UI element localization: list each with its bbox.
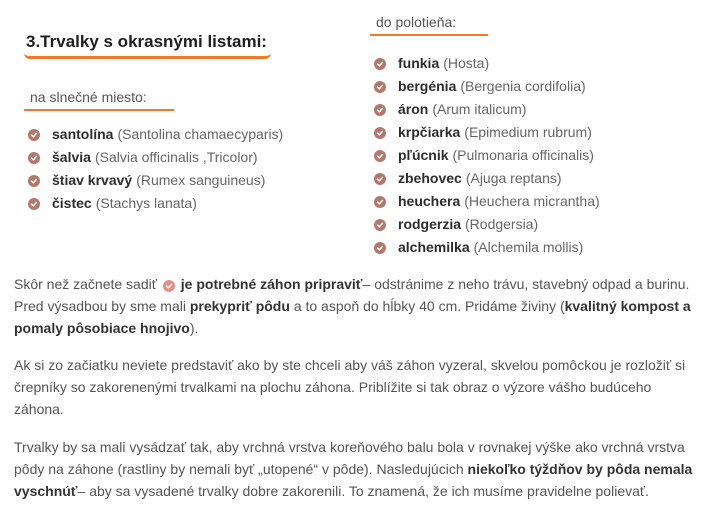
p1-text-3: a to aspoň do hĺbky 40 cm. Pridáme živiny ( bbox=[293, 298, 565, 314]
list-item bbox=[370, 75, 710, 98]
plant-name: pľúcnik bbox=[398, 147, 449, 163]
sunny-heading: na slnečné miesto: bbox=[24, 89, 174, 111]
plant-name: alchemilka bbox=[398, 239, 470, 255]
check-circle-icon bbox=[374, 58, 386, 70]
plant-name: krpčiarka bbox=[398, 124, 461, 140]
p1-bold-3: kvalitný kompost a pomaly pôsobiace hnojivo bbox=[14, 298, 691, 336]
list-item bbox=[370, 236, 710, 259]
right-column bbox=[370, 14, 710, 259]
list-item bbox=[370, 213, 710, 236]
check-circle-icon bbox=[374, 150, 386, 162]
plant-latin-name: (Epimedium rubrum) bbox=[464, 124, 592, 140]
sunny-plant-list bbox=[24, 123, 354, 215]
plant-latin-name: (Santolina chamaecyparis) bbox=[117, 126, 284, 142]
check-circle-icon bbox=[374, 196, 386, 208]
check-circle-icon bbox=[28, 129, 40, 141]
p1-text-4: ). bbox=[189, 320, 199, 336]
check-circle-icon bbox=[374, 219, 386, 231]
left-column bbox=[24, 28, 354, 215]
list-item bbox=[24, 146, 354, 169]
plant-name: zbehovec bbox=[398, 170, 462, 186]
plant-latin-name: (Hosta) bbox=[443, 55, 490, 71]
plant-latin-name: (Alchemila mollis) bbox=[473, 239, 584, 255]
check-circle-icon bbox=[163, 280, 175, 292]
check-circle-icon bbox=[28, 198, 40, 210]
plant-latin-name: (Ajuga reptans) bbox=[465, 170, 562, 186]
plant-latin-name: (Bergenia cordifolia) bbox=[460, 78, 586, 94]
check-circle-icon bbox=[374, 81, 386, 93]
section-title: 3.Trvalky s okrasnými listami: bbox=[24, 28, 271, 59]
plant-name: rodgerzia bbox=[398, 216, 462, 232]
plant-name: heuchera bbox=[398, 193, 461, 209]
plant-name: bergénia bbox=[398, 78, 457, 94]
check-circle-icon bbox=[374, 127, 386, 139]
p3-bold-1: niekoľko týždňov by pôda nemala vyschnúť bbox=[14, 461, 693, 499]
list-item bbox=[370, 190, 710, 213]
check-circle-icon bbox=[28, 175, 40, 187]
p3-text-2: – aby sa vysadené trvalky dobre zakorenili. To znamená, že ich musíme pravidelne polievať. bbox=[77, 483, 650, 499]
plant-name: santolína bbox=[52, 126, 114, 142]
list-item bbox=[24, 192, 354, 215]
paragraph-preparation bbox=[14, 273, 694, 339]
check-circle-icon bbox=[374, 242, 386, 254]
plant-name: šalvia bbox=[52, 149, 91, 165]
paragraph-layout-tip: Ak si zo začiatku neviete predstaviť ako by ste chceli aby váš záhon vyzeral, skvelou pomôckou je rozložiť si črepníky so zakorenenými trvalkami na plochu záhona. Priblížite si tak obraz o výzore vášho budúceho záhona. bbox=[14, 357, 686, 417]
plant-name: áron bbox=[398, 101, 429, 117]
plant-latin-name: (Heuchera micrantha) bbox=[464, 193, 600, 209]
plant-name: funkia bbox=[398, 55, 440, 71]
paragraph-planting bbox=[14, 436, 694, 502]
plant-latin-name: (Rodgersia) bbox=[465, 216, 539, 232]
plant-latin-name: (Arum italicum) bbox=[432, 101, 527, 117]
check-circle-icon bbox=[28, 152, 40, 164]
list-item bbox=[370, 167, 710, 190]
check-circle-icon bbox=[374, 173, 386, 185]
check-circle-icon bbox=[374, 104, 386, 116]
plant-latin-name: (Salvia officinalis ,Tricolor) bbox=[94, 149, 258, 165]
list-item bbox=[370, 98, 710, 121]
plant-latin-name: (Rumex sanguineus) bbox=[136, 172, 266, 188]
list-item bbox=[370, 52, 710, 75]
p1-text-1: Skôr než začnete sadiť bbox=[14, 276, 157, 292]
shade-heading: do polotieňa: bbox=[370, 14, 488, 36]
plant-name: štiav krvavý bbox=[52, 172, 133, 188]
p1-text-2: – odstránime z neho trávu, stavebný odpad a burinu. Pred výsadbou by sme mali bbox=[14, 276, 690, 314]
list-item bbox=[370, 144, 710, 167]
list-item bbox=[24, 123, 354, 146]
shade-plant-list bbox=[370, 52, 710, 259]
plant-latin-name: (Pulmonaria officinalis) bbox=[452, 147, 594, 163]
list-item bbox=[370, 121, 710, 144]
plant-name: čistec bbox=[52, 195, 92, 211]
p1-bold-2: prekypriť pôdu bbox=[189, 298, 290, 314]
plant-latin-name: (Stachys lanata) bbox=[95, 195, 197, 211]
list-item bbox=[24, 169, 354, 192]
p1-bold-1: je potrebné záhon pripraviť bbox=[180, 276, 363, 292]
p3-text-1: Trvalky by sa mali vysádzať tak, aby vrchná vrstva koreňového balu bola v rovnakej výške ako vrchná vrstva pôdy na záhone (rastliny by nemali byť „utopené“ v pôde). Nasledujúcich bbox=[14, 439, 685, 477]
